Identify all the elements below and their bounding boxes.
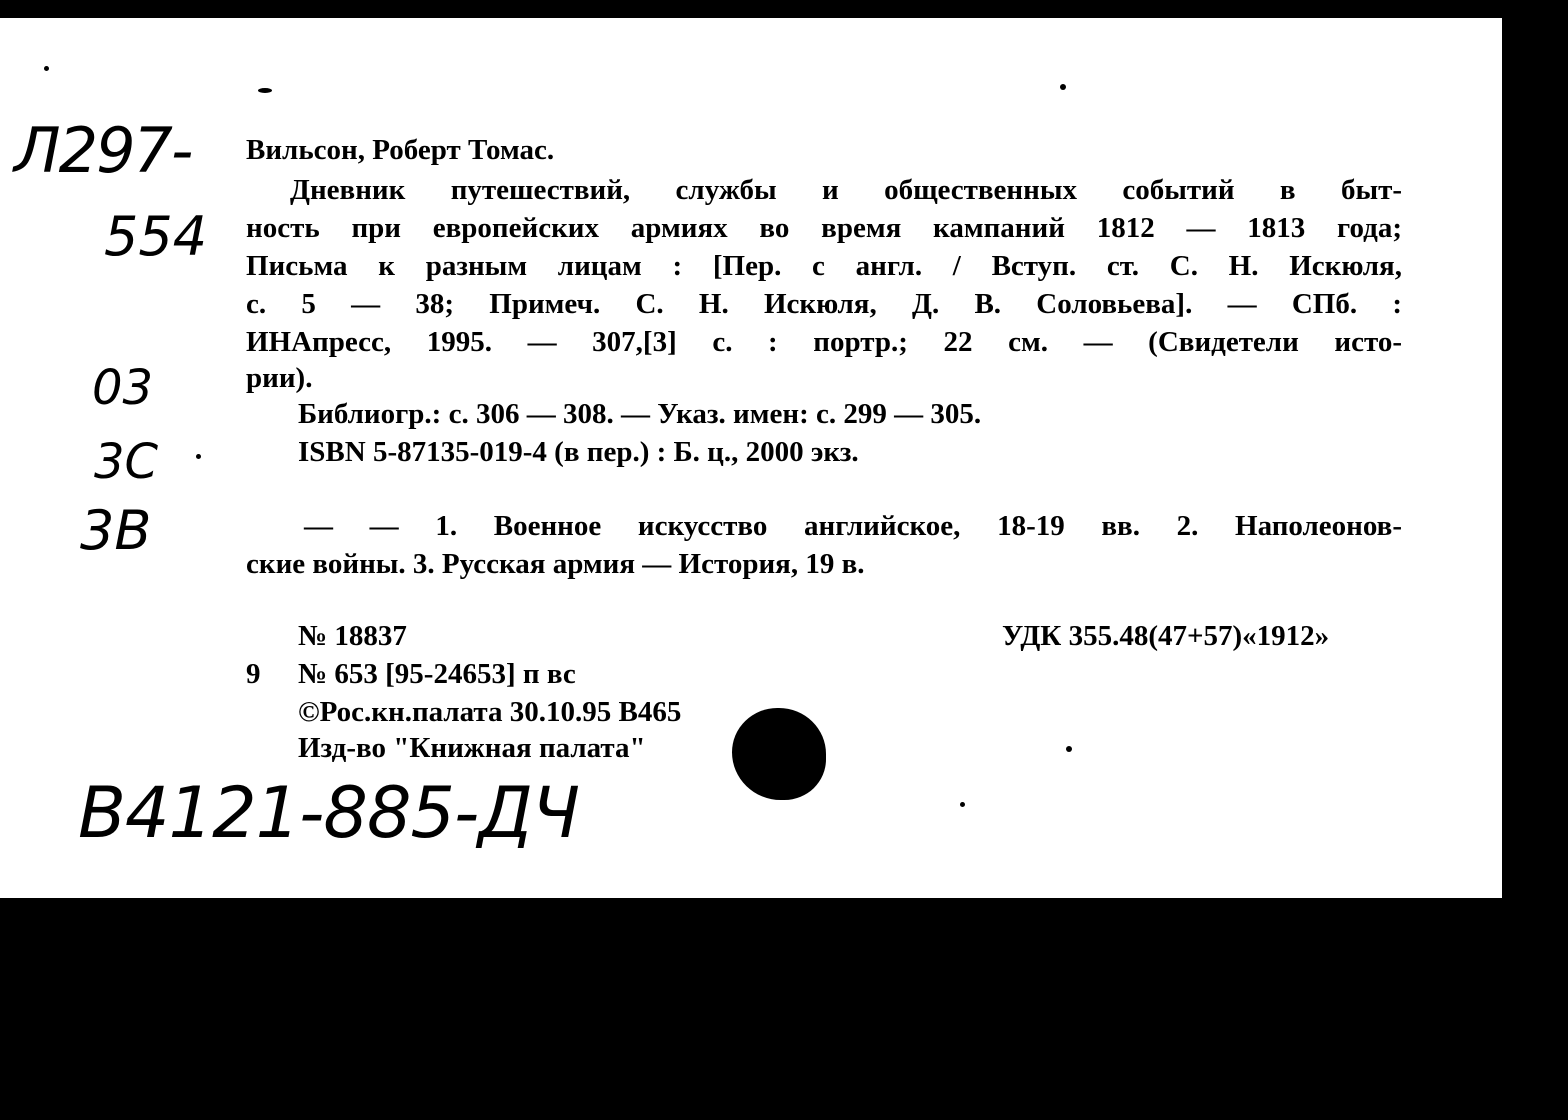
subjects-line-2: ские войны. 3. Русская армия — История, 19 в. [246, 548, 865, 580]
subjects-line-1: — — 1. Военное искусство английское, 18-19 вв. 2. Наполеонов- [304, 510, 1402, 542]
publisher-line: Изд-во "Книжная палата" [298, 732, 646, 764]
title-line-2: ность при европейских армиях во время кампаний 1812 — 1813 года; [246, 212, 1402, 244]
handwritten-shelfmark-2: 554 [104, 205, 208, 268]
handwritten-code-1: 03 [92, 360, 154, 416]
card-number-2: № 653 [95-24653] п вс [298, 658, 576, 690]
title-line-6: рии). [246, 362, 313, 394]
ink-blot [732, 708, 826, 800]
title-line-3: Письма к разным лицам : [Пер. с англ. / Вступ. ст. С. Н. Искюля, [246, 250, 1402, 282]
speck [44, 66, 49, 71]
card-digit: 9 [246, 658, 261, 690]
speck [196, 454, 201, 459]
card-number-1: № 18837 [298, 620, 407, 652]
speck [1066, 746, 1072, 752]
handwritten-code-3: 3В [80, 499, 152, 562]
bibliography-note: Библиогр.: с. 306 — 308. — Указ. имен: с. 299 — 305. [298, 398, 982, 430]
author-heading: Вильсон, Роберт Томас. [246, 134, 555, 166]
isbn-note: ISBN 5-87135-019-4 (в пер.) : Б. ц., 2000 экз. [298, 436, 859, 468]
speck [960, 802, 965, 807]
handwritten-code-2: 3С [94, 434, 159, 490]
handwritten-inventory-number: В4121-885-ДЧ [78, 772, 579, 854]
udc-code: УДК 355.48(47+57)«1912» [1002, 620, 1330, 652]
title-line-1: Дневник путешествий, службы и общественных событий в быт- [290, 174, 1402, 206]
catalog-card [0, 18, 1502, 898]
speck [1060, 84, 1066, 90]
title-line-4: с. 5 — 38; Примеч. С. Н. Искюля, Д. В. Соловьева]. — СПб. : [246, 288, 1402, 320]
copyright-line: ©Рос.кн.палата 30.10.95 В465 [298, 696, 682, 728]
title-line-5: ИНАпресс, 1995. — 307,[3] с. : портр.; 22 см. — (Свидетели исто- [246, 326, 1402, 358]
speck [258, 88, 272, 93]
handwritten-shelfmark-1: Л297- [14, 114, 192, 187]
